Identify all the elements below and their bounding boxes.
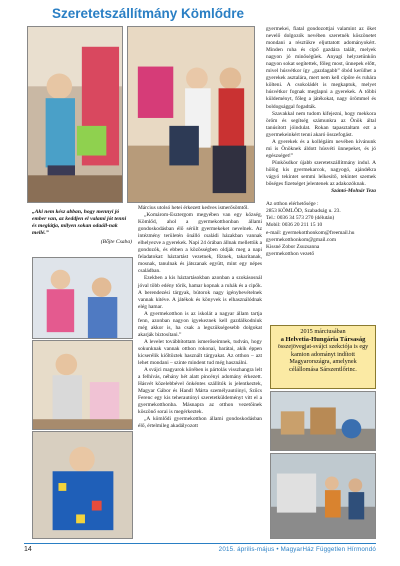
announcement-line: a Helvetia-Hungária Társaság bbox=[280, 335, 366, 343]
page-number: 14 bbox=[24, 546, 32, 553]
contact-email-link[interactable]: e-mail: gyermekotthonkom@freemail.hu bbox=[266, 229, 355, 236]
paragraph: „A kömlődi gyermekotthon állami gondoskodásban élő, értelmileg akadályozott bbox=[138, 416, 262, 430]
contact-mobile: Mobil: 0036 20 211 15 10 bbox=[266, 222, 323, 229]
paragraph: Pünkösdkor újabb szeretetszállítmány indul. A hölög kis gyermekarcok, nagyogó, ajándékra vágyó tekintet semmi lelkesítő, tekintet szemek bőséges fizetséget jelentenek az adakozóknak. bbox=[266, 159, 376, 188]
announcement-line: kamion adományt indított bbox=[291, 350, 355, 358]
announcement-line: 2015 márciusában bbox=[300, 328, 346, 335]
contact-heading: Az otthon elérhetősége : bbox=[266, 201, 319, 208]
quote-author: (Bőjte Csaba) bbox=[100, 239, 132, 245]
paragraph: A gyermekotthon is az iskolát a nagyar állam tartja fenn, azonban nagyon igyekeznek kell gazdálkodniuk még akkor is, ha csak a legszükségesebb dolgokat akarják biztosítani.” bbox=[138, 310, 262, 338]
photo-volunteers-unloading bbox=[270, 453, 376, 539]
footer-year: 2015. bbox=[218, 546, 236, 553]
footer-publication bbox=[219, 546, 376, 553]
paragraph: Ezekben a kis háztartásokban azonban a szokásosnál jóval több edény törik, hamar kopnak a ruhák és a cipők. A berendezési tárgyak, bútorok nagy igénybevételnek vannak kitéve. A játékok és könyvek is elhasználódnak elég hamar. bbox=[138, 275, 262, 310]
paragraph: Március utolsó hetei érkezett kedves ismerősömtől. bbox=[138, 205, 249, 211]
contact-person: Kissné Zobor Zsuzsanna bbox=[266, 243, 320, 250]
contact-email-link[interactable]: gyermekotthonkom@gmail.com bbox=[266, 236, 337, 243]
paragraph: Szavakkal nem tudom kifejezni, hogy mekkora öröm és segítség számunkra az Önök által tanúsított jóindulat. Rokan tapasztaltam ezt a gyermekeinkért tenni akaró összefogást. bbox=[266, 110, 376, 138]
contact-address: 2853 KÖMLŐD, Szabadság u. 23. bbox=[266, 208, 341, 215]
photo-girls-in-pink bbox=[32, 257, 133, 339]
author-signature: Szántó-Molnár Teza bbox=[331, 188, 376, 195]
announcement-line: Magyarországra, amelynek bbox=[289, 358, 357, 366]
photo-toys-and-boxes bbox=[270, 391, 376, 451]
contact-role: gyermekotthon vezető bbox=[266, 250, 315, 257]
paragraph: „Komárom-Esztergom megyében van egy község, Kömlőd, ahol a gyermekotthonban állami gondoskodásban élő sérült gyermekeket nevelnek. Az intézmény területén önálló családi házakban vannak elhelyezve a gyerekek. Napi 24 órában állnak mellettük a gondozók, és ebben a közösségben oldják meg a napi feladatokat: háztartást vezetnek, főznek, takarítanak, mosnak, tanulnak és játszanak együtt, mint egy népes családban. bbox=[138, 212, 262, 275]
contact-phone: Tel.: 0036 34 573 270 (délután) bbox=[266, 215, 335, 222]
announcement-box bbox=[270, 325, 376, 389]
photo-boy-with-blanket bbox=[32, 431, 133, 539]
page-title: Szeretetszállítmány Kömlődre bbox=[51, 6, 245, 21]
article-column-right bbox=[266, 26, 376, 258]
photo-children-with-donations bbox=[27, 26, 123, 203]
footer-publication-name: MagyarHáz Független Hírmondó bbox=[280, 546, 376, 553]
photo-girls-with-clothes bbox=[127, 26, 255, 203]
article-column-middle bbox=[138, 205, 262, 431]
photo-child-with-toy bbox=[32, 340, 133, 430]
announcement-line: összejövegjat-svájci szekciója is egy bbox=[277, 343, 369, 351]
announcement-line: célállomása Sárszentlőrinc. bbox=[289, 365, 357, 373]
paragraph: A gyerekek és a kollégáim nevében kívánunk mi is Önöknek áldott húsvéti ünnepeket, és jó egészséget!” bbox=[266, 138, 376, 159]
footer-divider bbox=[24, 543, 376, 544]
footer-month: április-május bbox=[237, 546, 275, 553]
quote-text: „Aki nem kész abban, hogy mennyi jó ember van, az keddjen el valami jót tenni és meglátja, milyen sokan odaáll-nak mellé.” bbox=[32, 209, 127, 236]
paragraph: A levelet továbbítottam ismerőseimnek, tudván, hogy sokunknak vannak otthon rokonai, barátai, akik éppen kicserélik kiőltöztek használt tárgyakat. Az otthon – azt lehet mondani – szinte mindent tud még használni. bbox=[138, 338, 262, 367]
footer-separator: • bbox=[276, 546, 279, 553]
paragraph: A svájci magyarok körében is pártolás visszhangra lelt a felhívás, néhány hét alatt pincényi adomány érkezett. Hásvét közelebbével önkéntes szállítók is jelentkeztek, Magyar Gábor és Handl Márta személyautóinyi, Szűcs Ferenc egy kis teherautónyi szeretetküldeményt vitt el a gyermekotthonba. Másnapra az otthon vezetőinek köszönő sorai is megérkeztek. bbox=[138, 367, 262, 416]
paragraph: gyermekei, fiatal gondozottjai valamint az őket nevelő dolgozók nevében szeretnék köszönetet mondani a résztükre eljuttatott adományokért. Minden ruha és cipő gazdára talált, melyek nagyon jó minőségűek. Anyagi helyzetünkön nagyon sokat segítettek, főleg most, ünnepek előtt, mivel húsvétkor így „gazdagabb” óbód kerülhet a gyerekek asztalára, mert nem kell cipőre és ruhára költeni. A csokoládét is megkaptuk, melyet húsvétkor fognak meglapni a gyerekek. A többi küldeményt, főleg a játékokat, nagy örömmel és boldogsággal fogadták. bbox=[266, 26, 376, 110]
